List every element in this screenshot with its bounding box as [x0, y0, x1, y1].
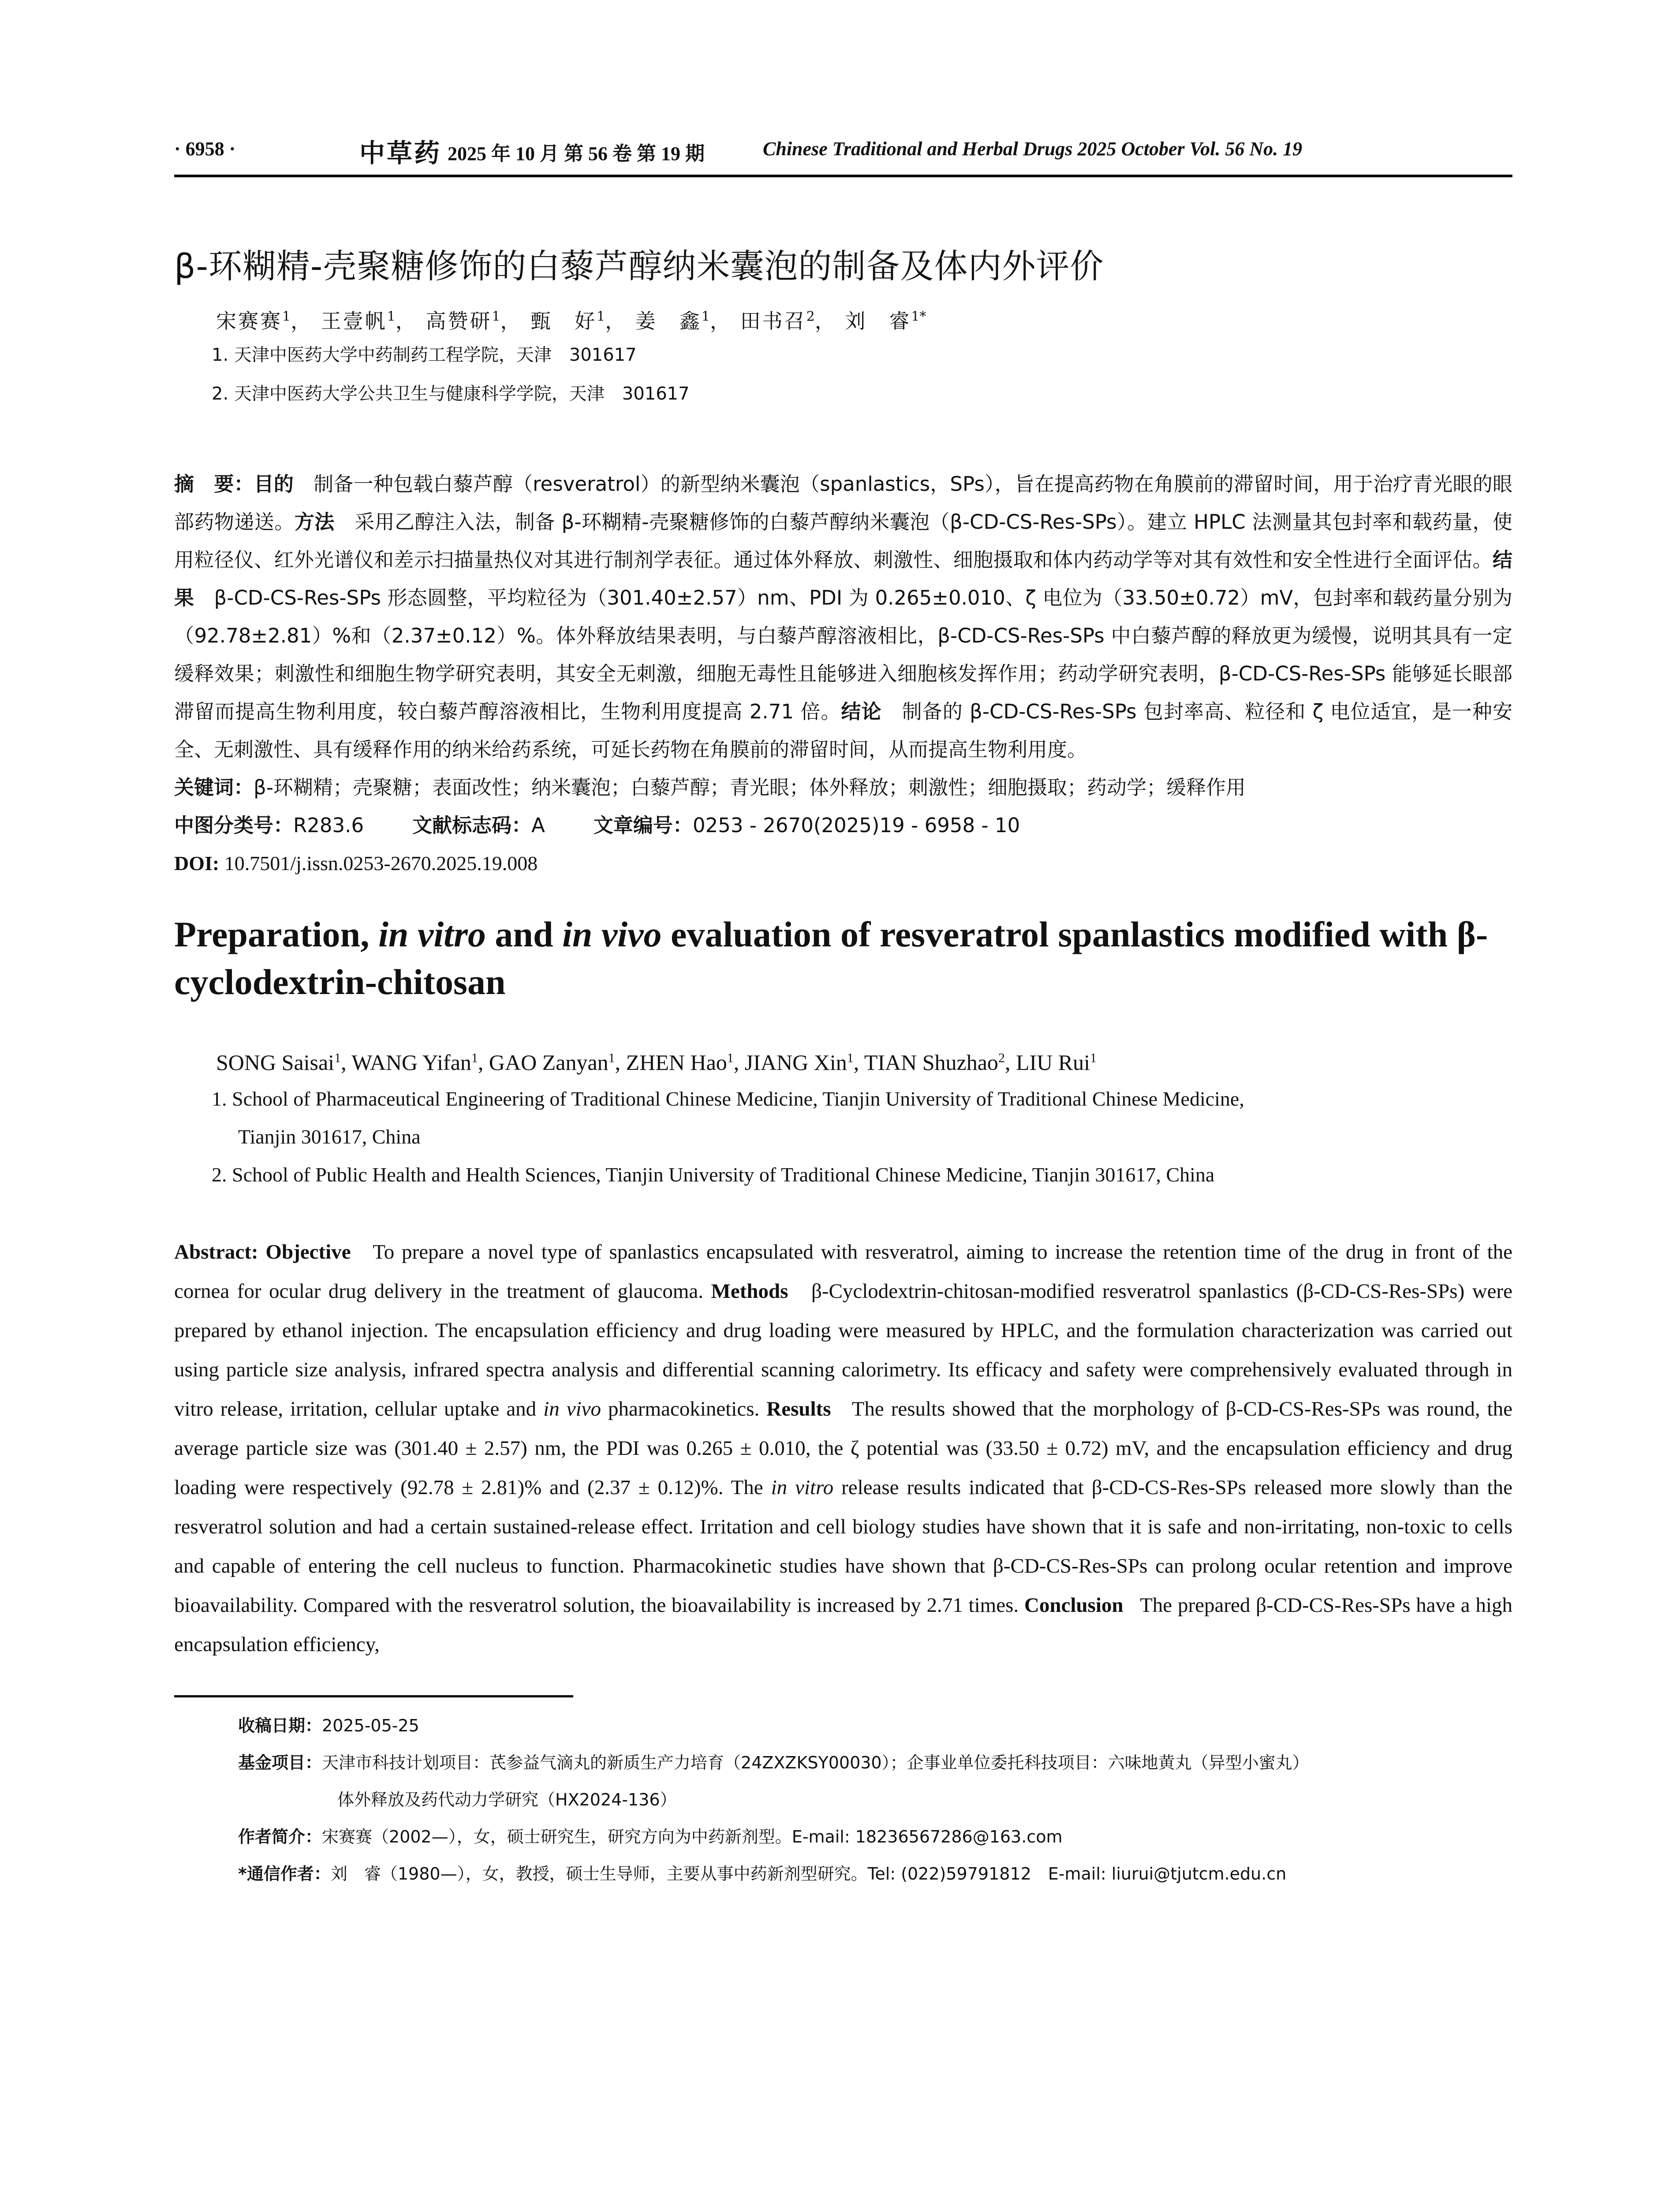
keywords-label: 关键词： [174, 776, 254, 800]
en-results-label: Results [766, 1397, 831, 1420]
cn-author-list [216, 303, 1512, 336]
cn-author: 高赞研$^1$ [426, 309, 500, 333]
footnote-rule [174, 1695, 573, 1697]
keywords-text: β-环糊精；壳聚糖；表面改性；纳米囊泡；白藜芦醇；青光眼；体外释放；刺激性；细胞摄取；药动学；缓释作用 [254, 776, 1246, 800]
corr-text: 刘 睿（1980—），女，教授，硕士生导师，主要从事中药新剂型研究。Tel: (022)59791812 E-mail: liurui@tjutcm.edu.cn [330, 1864, 1287, 1884]
page-number: · 6958 · [174, 138, 236, 160]
cn-results-label: 结果 [174, 548, 1512, 610]
en-objective-label: Objective [265, 1240, 351, 1263]
cn-author: 姜 鑫$^1$ [635, 309, 710, 333]
en-objective-text: To prepare a novel type of spanlastics encapsulated with resveratrol, aiming to increase the retention time of the drug in front of the cornea for ocular drug delivery in the treatment of glaucoma. [174, 1240, 1513, 1303]
bio-text: 宋赛赛（2002—），女，硕士研究生，研究方向为中药新剂型。E-mail: 18236567286@163.com [322, 1827, 1063, 1846]
separator: , [853, 1050, 864, 1075]
en-title: Preparation, in vitro and in vivo evaluation of resveratrol spanlastics modified with β-cyclodextrin-chitosan [174, 914, 1488, 1002]
corr-label: *通信作者： [238, 1864, 331, 1884]
cn-objective-label: 目的 [254, 472, 294, 496]
en-methods-label: Methods [711, 1279, 788, 1303]
paper-page [174, 0, 1512, 2025]
en-abstract [174, 1233, 1512, 1664]
cn-affiliation: 2. 天津中医药大学公共卫生与健康科学学院，天津 301617 [212, 384, 690, 404]
cn-author: 刘 睿$^{1*}$ [845, 309, 926, 333]
separator: ， [291, 309, 313, 333]
separator: , [341, 1050, 352, 1075]
cn-author: 宋赛赛$^1$ [216, 309, 291, 333]
en-author: LIU Rui$^1$ [1015, 1050, 1097, 1075]
received-label: 收稿日期： [238, 1715, 322, 1735]
doc-code-value: A [531, 814, 545, 837]
bio-label: 作者简介： [238, 1827, 322, 1846]
classification-line [174, 807, 1512, 845]
en-methods-italic: in vivo [543, 1397, 601, 1420]
article-no-value: 0253 - 2670(2025)19 - 6958 - 10 [692, 814, 1020, 837]
cn-objective-text: 制备一种包载白藜芦醇（resveratrol）的新型纳米囊泡（spanlastics，SPs），旨在提高药物在角膜前的滞留时间，用于治疗青光眼的眼部药物递送。 [174, 472, 1512, 534]
clc-label: 中图分类号： [174, 814, 294, 837]
received-date: 2025-05-25 [322, 1715, 419, 1735]
cn-issue-info: 2025 年 10 月 第 56 卷 第 19 期 [448, 143, 705, 164]
cn-abstract-label: 摘 要： [174, 472, 254, 496]
footnote-author-bio [238, 1818, 1512, 1855]
en-results-text-b: release results indicated that β-CD-CS-Res-SPs released more slowly than the resveratrol solution and had a certain sustained-release effect. Irritation and cell biology studies have shown that it is safe and non-irritating, non-toxic to cells and capable of entering the cell nucleus to function. Pharmacokinetic studies have shown that β-CD-CS-Res-SPs can prolong ocular retention and improve bioavailability. Compared with the resveratrol solution, the bioavailability is increased by 2.71 times. [174, 1476, 1513, 1617]
separator: ， [500, 309, 523, 333]
separator: ， [605, 309, 627, 333]
en-affiliation-continued: Tianjin 301617, China [238, 1125, 421, 1148]
separator: , [733, 1050, 745, 1075]
en-volume: 2025 October Vol. 56 No. 19 [1077, 138, 1303, 160]
running-header [174, 132, 1512, 171]
en-journal-name: Chinese Traditional and Herbal Drugs [763, 138, 1073, 160]
separator: ， [814, 309, 837, 333]
separator: ， [395, 309, 418, 333]
en-author-list [216, 1040, 1512, 1080]
header-rule [174, 175, 1512, 177]
cn-methods-text: 采用乙醇注入法，制备 β-环糊精-壳聚糖修饰的白藜芦醇纳米囊泡（β-CD-CS-Res-SPs）。建立 HPLC 法测量其包封率和载药量，使用粒径仪、红外光谱仪和差示扫描量热仪对其进行制剂学表征。通过体外释放、刺激性、细胞摄取和体内药动学等对其有效性和安全性进行全面评估。 [174, 510, 1512, 572]
en-conclusion-label: Conclusion [1024, 1593, 1124, 1617]
en-author: TIAN Shuzhao$^2$ [864, 1050, 1005, 1075]
en-author: JIANG Xin$^1$ [744, 1050, 854, 1075]
footnote-funding-continued: 体外释放及药代动力学研究（HX2024-136） [337, 1790, 677, 1809]
en-affiliation: 1. School of Pharmaceutical Engineering of Traditional Chinese Medicine, Tianjin University of Traditional Chinese Medicine, [212, 1087, 1244, 1110]
doc-code-label: 文献标志码： [412, 814, 532, 837]
separator: ， [709, 309, 732, 333]
funding-label: 基金项目： [238, 1753, 322, 1772]
doi-line [174, 845, 1512, 882]
cn-methods-label: 方法 [294, 510, 335, 534]
cn-abstract [174, 465, 1512, 769]
separator: , [615, 1050, 626, 1075]
funding-text: 天津市科技计划项目：芪参益气滴丸的新质生产力培育（24ZXZKSY00030）；企事业单位委托科技项目：六味地黄丸（异型小蜜丸） [322, 1753, 1309, 1772]
en-methods-end: pharmacokinetics. [608, 1397, 760, 1420]
cn-conclusion-text: 制备的 β-CD-CS-Res-SPs 包封率高、粒径和 ζ 电位适宜，是一种安全、无刺激性、具有缓释作用的纳米给药系统，可延长药物在角膜前的滞留时间，从而提高生物利用度。 [174, 700, 1512, 762]
cn-title: β-环糊精-壳聚糖修饰的白藜芦醇纳米囊泡的制备及体内外评价 [174, 247, 1104, 286]
en-issue-info [763, 138, 1302, 160]
cn-results-text: β-CD-CS-Res-SPs 形态圆整，平均粒径为（301.40±2.57）nm、PDI 为 0.265±0.010、ζ 电位为（33.50±0.72）mV，包封率和载药量分别为（92.78±2.81）%和（2.37±0.12）%。体外释放结果表明，与白藜芦醇溶液相比，β-CD-CS-Res-SPs 中白藜芦醇的释放更为缓慢，说明其具有一定缓释效果；刺激性和细胞生物学研究表明，其安全无刺激，细胞无毒性且能够进入细胞核发挥作用；药动学研究表明，β-CD-CS-Res-SPs 能够延长眼部滞留而提高生物利用度，较白藜芦醇溶液相比，生物利用度提高 2.71 倍。 [174, 586, 1512, 724]
cn-affiliation: 1. 天津中医药大学中药制药工程学院，天津 301617 [212, 345, 637, 366]
en-conclusion-text: The prepared β-CD-CS-Res-SPs have a high encapsulation efficiency, [174, 1593, 1513, 1656]
article-no-label: 文章编号： [593, 814, 693, 837]
cn-author: 田书召$^2$ [740, 309, 815, 333]
separator: , [478, 1050, 489, 1075]
journal-logo: 中草药 [359, 138, 442, 168]
cn-author: 王壹帆$^1$ [321, 309, 396, 333]
clc-value: R283.6 [293, 814, 364, 837]
cn-conclusion-label: 结论 [841, 700, 882, 724]
doi-label: DOI: [174, 852, 220, 875]
doi-value[interactable]: 10.7501/j.issn.0253-2670.2025.19.008 [224, 852, 538, 875]
footnote-corresponding-author [238, 1855, 1512, 1892]
en-author: ZHEN Hao$^1$ [626, 1050, 734, 1075]
cn-keywords [174, 769, 1512, 807]
footnote-received [238, 1707, 1512, 1744]
en-results-italic: in vitro [771, 1476, 834, 1499]
en-author: SONG Saisai$^1$ [216, 1050, 341, 1075]
en-methods-text: β-Cyclodextrin-chitosan-modified resveratrol spanlastics (β-CD-CS-Res-SPs) were prepared by ethanol injection. The encapsulation efficiency and drug loading were measured by HPLC, and the formulation characterization was carried out using particle size analysis, infrared spectra analysis and differential scanning calorimetry. Its efficacy and safety were comprehensively evaluated through in vitro release, irritation, cellular uptake and [174, 1279, 1513, 1420]
cn-author: 甄 好$^1$ [530, 309, 605, 333]
en-affiliation: 2. School of Public Health and Health Sciences, Tianjin University of Traditional Chinese Medicine, Tianjin 301617, China [212, 1163, 1215, 1186]
separator: , [1004, 1050, 1016, 1075]
en-results-text-a: The results showed that the morphology of β-CD-CS-Res-SPs was round, the average particle size was (301.40 ± 2.57) nm, the PDI was 0.265 ± 0.010, the ζ potential was (33.50 ± 0.72) mV, and the encapsulation efficiency and drug loading were respectively (92.78 ± 2.81)% and (2.37 ± 0.12)%. The [174, 1397, 1513, 1499]
en-abstract-label: Abstract: [174, 1240, 258, 1263]
footnote-funding [238, 1744, 1512, 1781]
en-author: GAO Zanyan$^1$ [489, 1050, 615, 1075]
en-author: WANG Yifan$^1$ [351, 1050, 478, 1075]
